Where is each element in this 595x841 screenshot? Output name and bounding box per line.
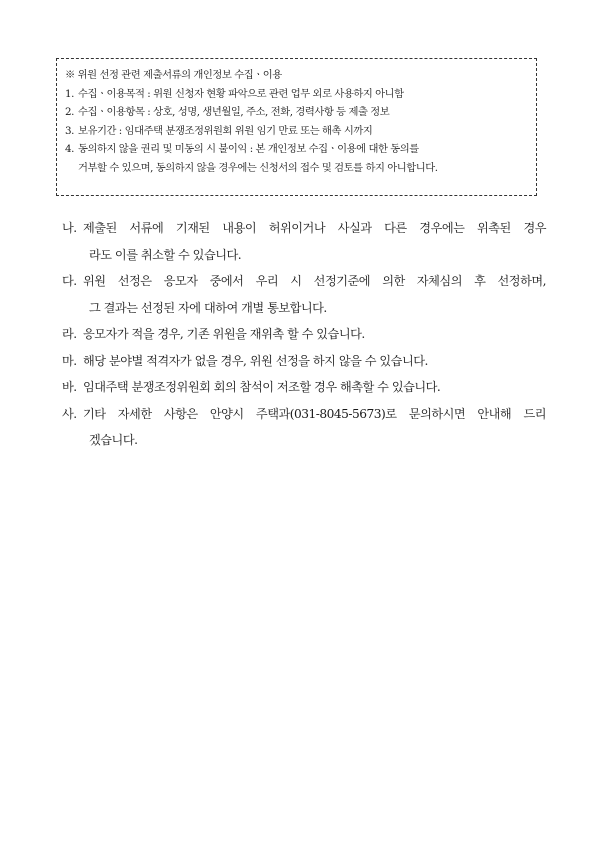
notice-item-text: 보유기간 : 임대주택 분쟁조정위원회 위원 임기 만료 또는 해촉 시까지 [78,124,373,137]
guideline-item-ra [62,321,546,348]
notice-item-text: 수집ㆍ이용목적 : 위원 신청자 현황 파악으로 관련 업무 외로 사용하지 아니함 [78,87,404,100]
guideline-item-sa [62,401,546,454]
guideline-item-text: 위원 선정은 응모자 중에서 우리 시 선정기준에 의한 자체심의 후 선정하며, [83,274,546,288]
notice-item-number: 2. [65,106,74,119]
notice-item-retention [65,122,530,141]
guideline-item-marker: 바. [62,380,77,394]
notice-item-text: 수집ㆍ이용항목 : 상호, 성명, 생년월일, 주소, 전화, 경력사항 등 제출 정보 [78,106,390,119]
notice-item-text: 동의하지 않을 권리 및 미동의 시 불이익 : 본 개인정보 수집ㆍ이용에 대한 동의를 [78,143,419,156]
guideline-item-text: 응모자가 적을 경우, 기존 위원을 재위촉 할 수 있습니다. [83,327,365,341]
guideline-item-marker: 라. [62,327,77,341]
guideline-item-line [62,321,546,348]
notice-item-number: 4. [65,143,74,156]
guideline-item-line [62,401,546,428]
notice-title: ※ 위원 선정 관련 제출서류의 개인정보 수집ㆍ이용 [65,69,282,81]
guideline-item-line [62,374,546,401]
notice-item-refusal-right-continuation: 거부할 수 있으며, 동의하지 않을 경우에는 신청서의 접수 및 검토를 하지 아니합니다. [78,161,438,174]
personal-info-notice-box [56,58,537,196]
guideline-item-ba [62,374,546,401]
guideline-item-line [62,215,546,242]
guideline-item-line [62,268,546,295]
guideline-item-text: 해당 분야별 적격자가 없을 경우, 위원 선정을 하지 않을 수 있습니다. [83,353,428,368]
guideline-item-marker: 사. [62,406,77,421]
guideline-item-da [62,268,546,321]
guideline-item-continuation: 그 결과는 선정된 자에 대하여 개별 통보합니다. [89,300,327,315]
guideline-item-marker: 다. [62,274,77,288]
guideline-item-ma [62,348,546,375]
notice-item-number: 3. [65,124,74,137]
guideline-item-marker: 나. [62,221,77,235]
notice-item-refusal-right [65,140,530,159]
guideline-item-marker: 마. [62,353,77,368]
guideline-item-text: 기타 자세한 사항은 안양시 주택과(031-8045-5673)로 문의하시면 안내해 드리 [83,406,546,421]
notice-item-fields [65,103,530,122]
guideline-item-continuation: 겠습니다. [89,433,138,447]
guideline-item-text: 임대주택 분쟁조정위원회 회의 참석이 저조할 경우 해촉할 수 있습니다. [83,380,441,394]
notice-item-number: 1. [65,87,74,100]
guideline-list [62,215,546,454]
guideline-item-line [62,348,546,375]
guideline-item-continuation: 라도 이를 취소할 수 있습니다. [89,247,242,262]
notice-item-purpose [65,85,530,104]
guideline-item-na [62,215,546,268]
guideline-item-text: 제출된 서류에 기재된 내용이 허위이거나 사실과 다른 경우에는 위촉된 경우 [83,221,546,235]
